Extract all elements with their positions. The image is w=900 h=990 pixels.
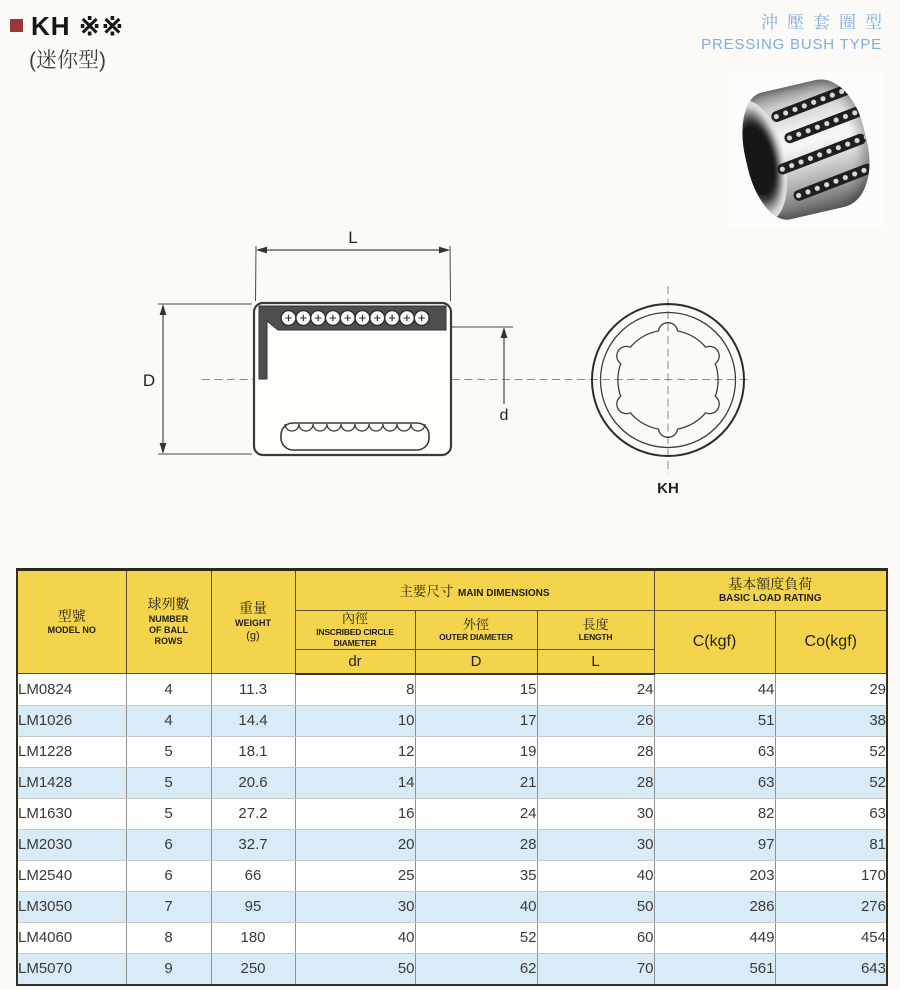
header-dynamic-load: C(kgf) (654, 611, 775, 674)
cell-model: LM1026 (17, 705, 126, 736)
cell-ball-rows: 9 (126, 953, 211, 985)
cell-ball-rows: 7 (126, 891, 211, 922)
cell-D: 21 (415, 767, 537, 798)
cell-C: 51 (654, 705, 775, 736)
cell-model: LM5070 (17, 953, 126, 985)
cell-dr: 50 (295, 953, 415, 985)
cell-weight: 180 (211, 922, 295, 953)
table-row (17, 953, 887, 985)
cell-weight: 32.7 (211, 829, 295, 860)
cell-ball-rows: 6 (126, 860, 211, 891)
cell-dr: 8 (295, 674, 415, 706)
cell-L: 40 (537, 860, 654, 891)
cell-L: 30 (537, 798, 654, 829)
ball-slot (792, 162, 874, 202)
header-ball-rows: 球列數 NUMBER OF BALL ROWS (126, 570, 211, 674)
bearing-body (732, 72, 880, 226)
cell-dr: 16 (295, 798, 415, 829)
cell-ball-rows: 4 (126, 674, 211, 706)
cell-D: 15 (415, 674, 537, 706)
cell-weight: 250 (211, 953, 295, 985)
table-row (17, 736, 887, 767)
technical-drawing (130, 222, 780, 517)
table-body (17, 674, 887, 985)
header-static-load: Co(kgf) (775, 611, 887, 674)
cell-L: 50 (537, 891, 654, 922)
cell-C: 449 (654, 922, 775, 953)
table-row (17, 798, 887, 829)
cell-weight: 11.3 (211, 674, 295, 706)
header-length: 長度 LENGTH (537, 611, 654, 650)
cell-D: 62 (415, 953, 537, 985)
cell-model: LM1228 (17, 736, 126, 767)
cell-weight: 18.1 (211, 736, 295, 767)
cell-Co: 170 (775, 860, 887, 891)
cell-C: 82 (654, 798, 775, 829)
cell-Co: 276 (775, 891, 887, 922)
page-heading (10, 12, 124, 41)
cell-ball-rows: 6 (126, 829, 211, 860)
table-row (17, 829, 887, 860)
cell-weight: 95 (211, 891, 295, 922)
cell-Co: 454 (775, 922, 887, 953)
cell-model: LM4060 (17, 922, 126, 953)
dimension-d (452, 327, 513, 404)
specification-table (16, 568, 888, 986)
table-row (17, 767, 887, 798)
table-row (17, 705, 887, 736)
category-name-cn: 沖壓套圈型 (761, 13, 891, 32)
cell-C: 44 (654, 674, 775, 706)
dimension-L (256, 246, 451, 301)
header-symbol-L: L (537, 649, 654, 674)
cell-C: 63 (654, 736, 775, 767)
dim-label-D: D (142, 371, 156, 390)
header-outer-diameter: 外徑 OUTER DIAMETER (415, 611, 537, 650)
cell-weight: 20.6 (211, 767, 295, 798)
cell-D: 52 (415, 922, 537, 953)
cell-model: LM0824 (17, 674, 126, 706)
category-heading (701, 8, 891, 53)
header-model: 型號 MODEL NO (17, 570, 126, 674)
cell-weight: 27.2 (211, 798, 295, 829)
cell-L: 28 (537, 767, 654, 798)
cell-Co: 38 (775, 705, 887, 736)
cell-dr: 10 (295, 705, 415, 736)
category-name-en: PRESSING BUSH TYPE (701, 36, 882, 53)
cell-ball-rows: 4 (126, 705, 211, 736)
cell-model: LM3050 (17, 891, 126, 922)
cell-dr: 30 (295, 891, 415, 922)
table-row (17, 891, 887, 922)
cell-ball-rows: 5 (126, 798, 211, 829)
page-subtitle: (迷你型) (29, 49, 106, 72)
cell-Co: 52 (775, 767, 887, 798)
cell-dr: 12 (295, 736, 415, 767)
header-symbol-dr: dr (295, 649, 415, 674)
bearing-photo (739, 80, 871, 220)
header-main-dimensions: 主要尺寸 MAIN DIMENSIONS (295, 570, 654, 611)
header-symbol-D: D (415, 649, 537, 674)
header-weight: 重量 WEIGHT (g) (211, 570, 295, 674)
view-label: KH (657, 480, 679, 497)
dim-label-d: d (499, 407, 509, 424)
cell-L: 70 (537, 953, 654, 985)
cell-weight: 14.4 (211, 705, 295, 736)
cell-D: 35 (415, 860, 537, 891)
cell-Co: 63 (775, 798, 887, 829)
header-inscribed-diameter: 內徑 INSCRIBED CIRCLE DIAMETER (295, 611, 415, 650)
cross-section-view (254, 303, 451, 455)
cell-model: LM1630 (17, 798, 126, 829)
cell-L: 24 (537, 674, 654, 706)
table-row (17, 674, 887, 706)
cell-D: 28 (415, 829, 537, 860)
cell-Co: 643 (775, 953, 887, 985)
dim-label-L: L (348, 228, 358, 247)
cell-L: 28 (537, 736, 654, 767)
cell-dr: 40 (295, 922, 415, 953)
cell-model: LM2540 (17, 860, 126, 891)
cell-D: 24 (415, 798, 537, 829)
table-header (17, 570, 887, 674)
cell-C: 286 (654, 891, 775, 922)
cell-ball-rows: 5 (126, 767, 211, 798)
cell-C: 203 (654, 860, 775, 891)
cell-dr: 25 (295, 860, 415, 891)
cell-ball-rows: 8 (126, 922, 211, 953)
cell-C: 63 (654, 767, 775, 798)
title-bullet-icon (10, 19, 23, 32)
cell-D: 19 (415, 736, 537, 767)
cell-L: 60 (537, 922, 654, 953)
header-basic-load-rating: 基本額度負荷 BASIC LOAD RATING (654, 570, 887, 611)
cell-Co: 81 (775, 829, 887, 860)
cell-L: 26 (537, 705, 654, 736)
cell-D: 17 (415, 705, 537, 736)
cell-C: 561 (654, 953, 775, 985)
cell-L: 30 (537, 829, 654, 860)
cell-C: 97 (654, 829, 775, 860)
cell-D: 40 (415, 891, 537, 922)
cell-model: LM2030 (17, 829, 126, 860)
cell-Co: 29 (775, 674, 887, 706)
cell-ball-rows: 5 (126, 736, 211, 767)
cell-dr: 20 (295, 829, 415, 860)
page-title: KH ※※ (31, 11, 125, 41)
cell-model: LM1428 (17, 767, 126, 798)
cell-weight: 66 (211, 860, 295, 891)
cell-dr: 14 (295, 767, 415, 798)
cell-Co: 52 (775, 736, 887, 767)
table-row (17, 922, 887, 953)
table-row (17, 860, 887, 891)
